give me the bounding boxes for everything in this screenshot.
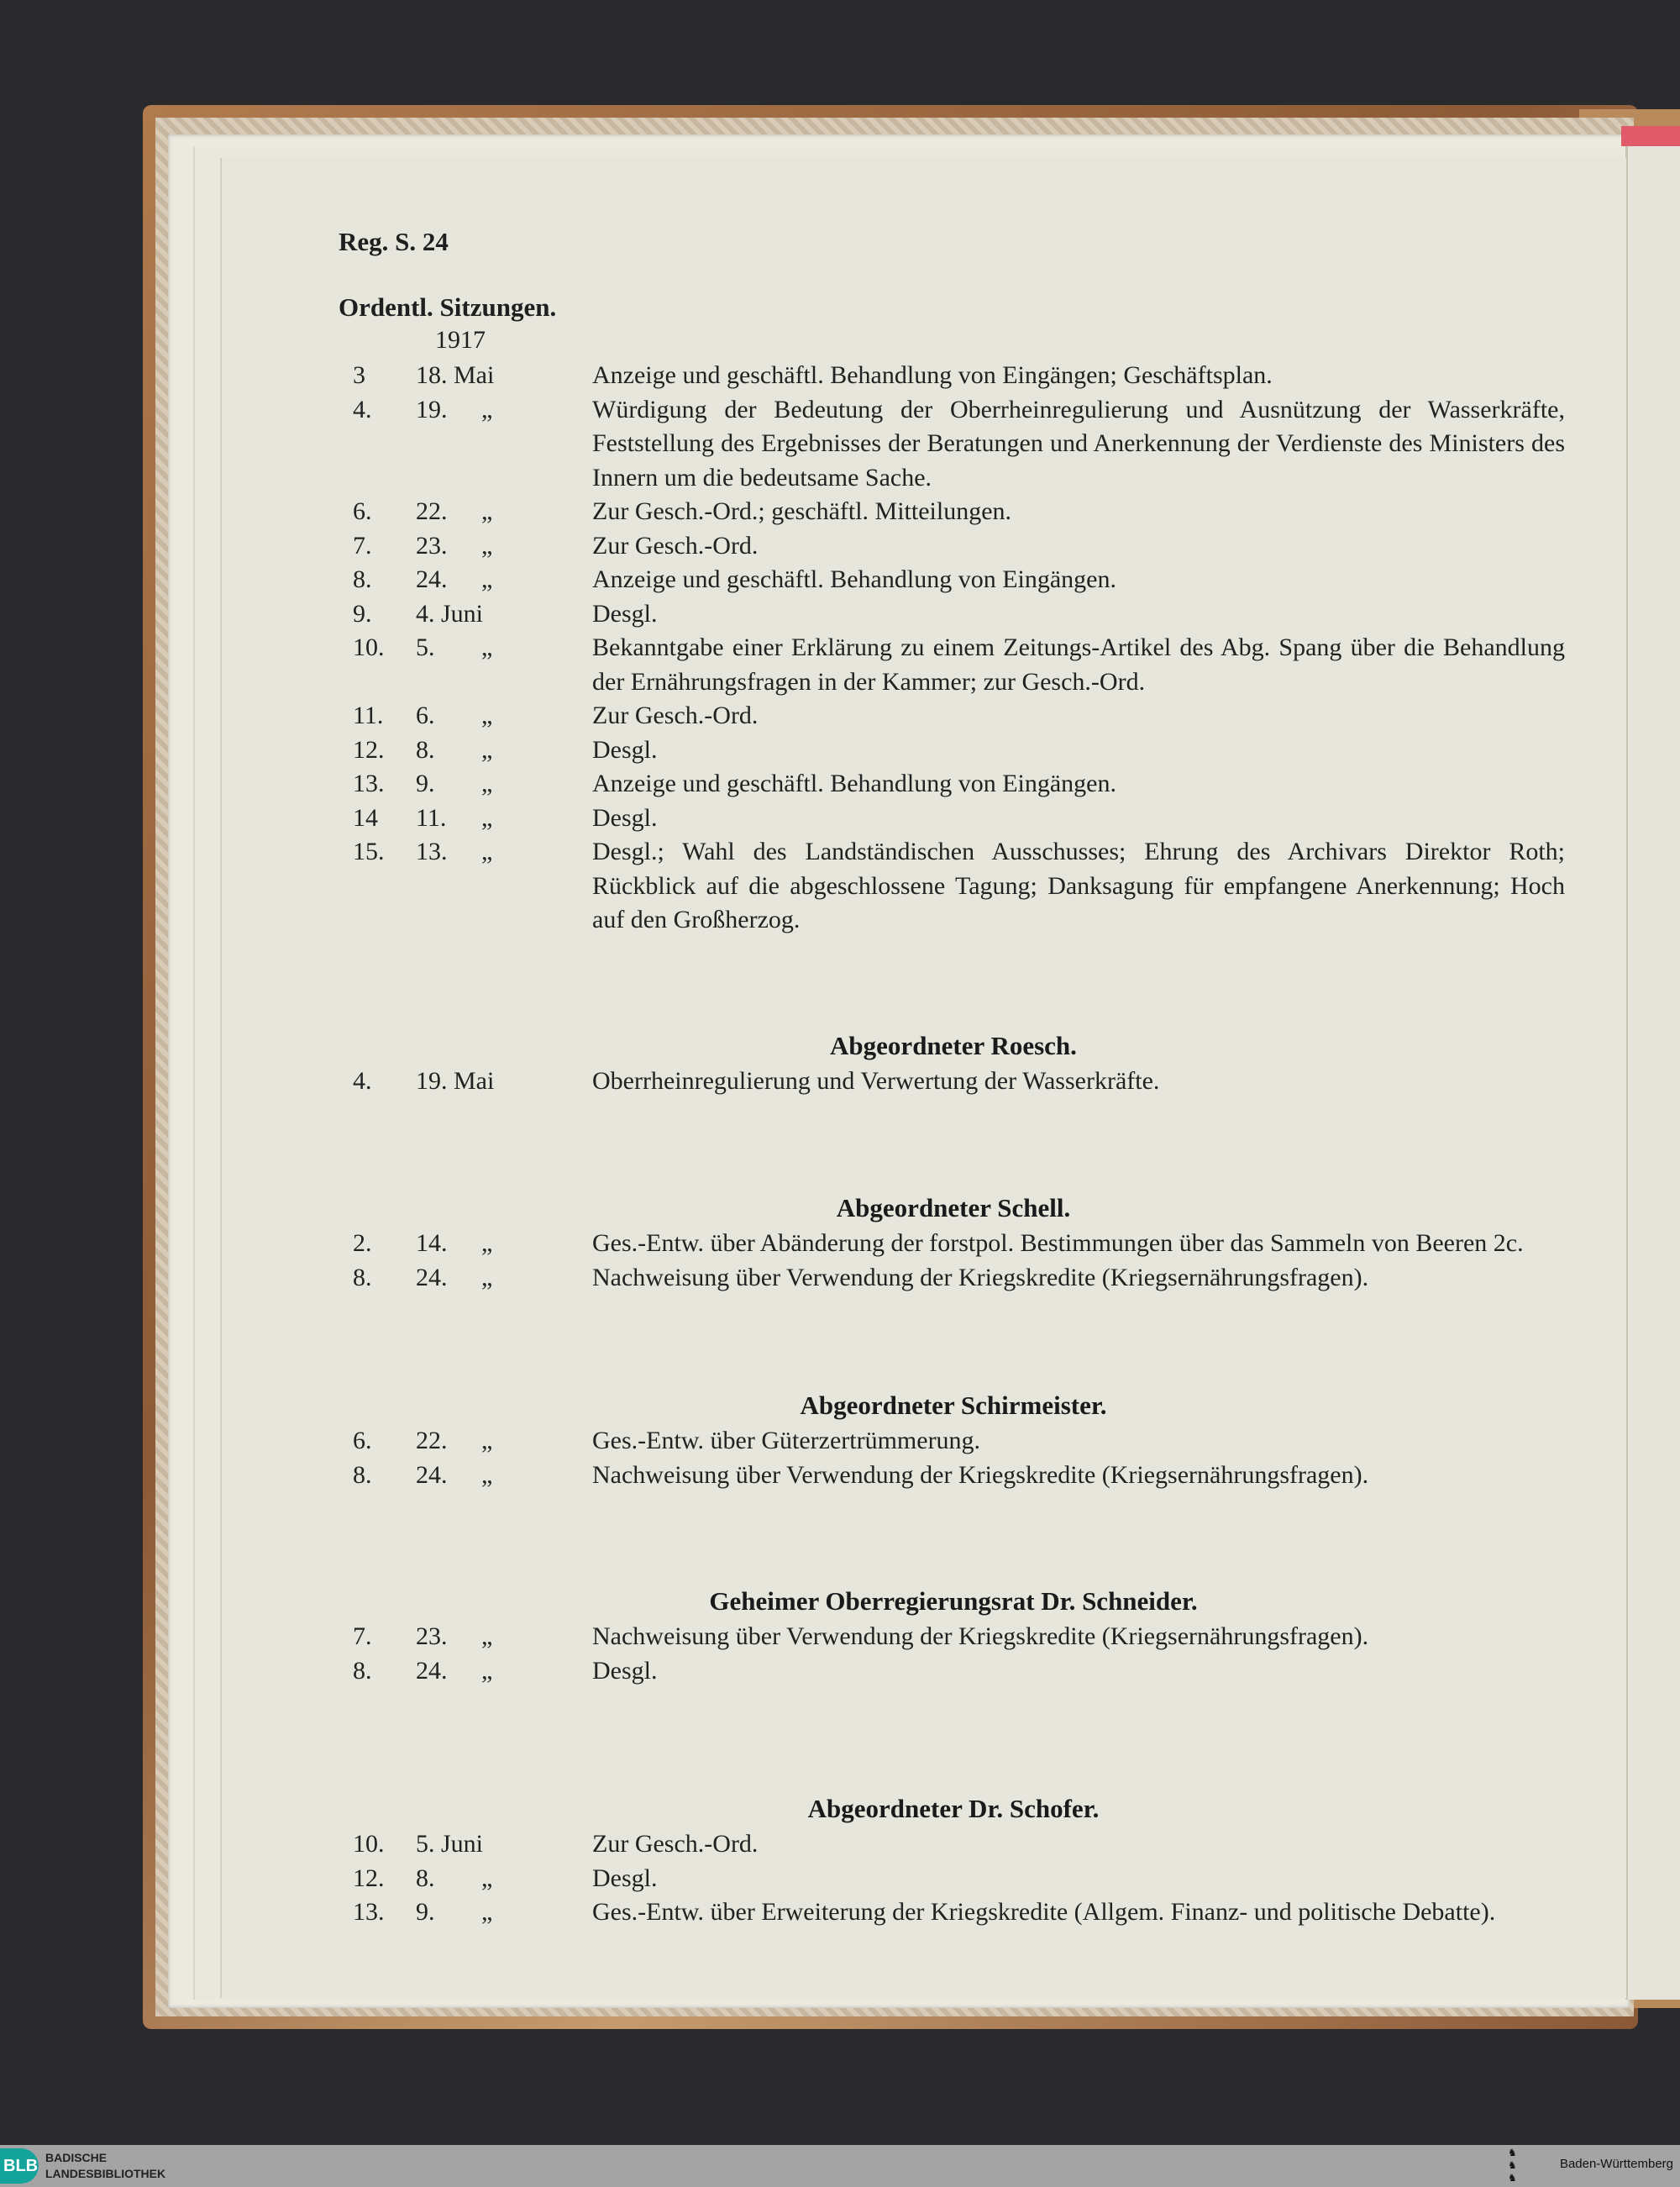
entry-ditto: „ (481, 1263, 493, 1291)
entry-ditto: „ (481, 770, 493, 797)
entry-text: Desgl.; Wahl des Landständischen Ausschusses; Ehrung des Archivars Direktor Roth; Rückblick auf die abgeschlossene Tagung; Danksagung für empfangene Anerkennung; Hoch auf den Großherzog. (592, 838, 1565, 933)
entry-text: Anzeige und geschäftl. Behandlung von Eingängen; Geschäftsplan. (592, 361, 1273, 389)
table-row (340, 529, 1567, 564)
section-heading: Abgeordneter Roesch. (830, 1031, 1077, 1060)
entry-date: 23. (416, 1622, 448, 1650)
table-row (340, 699, 1567, 733)
library-name[interactable] (45, 2150, 165, 2182)
table-row (340, 1620, 1567, 1654)
entry-date: 6. (416, 702, 435, 729)
entry-num: 6. (353, 1427, 372, 1454)
table-row (340, 1065, 1567, 1099)
section-heading: Abgeordneter Dr. Schofer. (807, 1794, 1100, 1823)
entry-ditto: „ (481, 1898, 493, 1926)
table-row (340, 1227, 1567, 1261)
entry-date: 19. (416, 395, 448, 423)
entry-ditto: „ (481, 395, 493, 423)
entry-date: 24. (416, 1263, 448, 1291)
entries-section (340, 1389, 1567, 1492)
state-name[interactable]: Baden-Württemberg (1559, 2157, 1673, 2171)
entry-text: Oberrheinregulierung und Verwertung der Wasserkräfte. (592, 1067, 1160, 1095)
entry-num: 11. (353, 702, 384, 729)
entries-section (340, 359, 1567, 938)
entry-date: 18. Mai (416, 361, 495, 389)
entry-text: Zur Gesch.-Ord. (592, 702, 759, 729)
table-row (340, 563, 1567, 597)
entry-text: Nachweisung über Verwendung der Kriegskredite (Kriegsernährungsfragen). (592, 1622, 1369, 1650)
state-lions-icon: ♞ ♞ ♞ (1508, 2147, 1517, 2184)
entry-date: 19. Mai (416, 1067, 495, 1095)
entry-text: Nachweisung über Verwendung der Kriegskredite (Kriegsernährungsfragen). (592, 1263, 1369, 1291)
section-heading: Geheimer Oberregierungsrat Dr. Schneider. (709, 1586, 1198, 1616)
entry-date: 4. Juni (416, 599, 484, 628)
entry-num: 13. (353, 770, 385, 797)
entry-text: Zur Gesch.-Ord. (592, 531, 759, 560)
entry-num: 8. (353, 1656, 372, 1685)
entry-date: 11. (416, 803, 447, 832)
table-row (340, 393, 1567, 496)
entry-text: Nachweisung über Verwendung der Kriegskredite (Kriegsernährungsfragen). (592, 1460, 1369, 1489)
entry-ditto: „ (481, 1864, 493, 1892)
entry-num: 10. (353, 1830, 385, 1858)
blb-logo[interactable]: BLB (0, 2148, 39, 2184)
table-row (340, 359, 1567, 393)
section-heading: Abgeordneter Schirmeister. (800, 1391, 1107, 1420)
library-name-line1: BADISCHE (45, 2151, 108, 2164)
entry-num: 4. (353, 395, 372, 423)
entry-text: Desgl. (592, 803, 658, 832)
viewer-footer (0, 2145, 1680, 2187)
entry-ditto: „ (481, 565, 493, 593)
table-row (340, 495, 1567, 529)
entry-ditto: „ (481, 1460, 493, 1489)
table-row (340, 835, 1567, 938)
entry-ditto: „ (481, 735, 493, 764)
entry-text: Desgl. (592, 1656, 658, 1685)
table-row (340, 1827, 1567, 1862)
entry-num: 9. (353, 599, 372, 628)
entry-ditto: „ (481, 531, 493, 560)
table-row (340, 1862, 1567, 1896)
table-row (340, 631, 1567, 699)
entry-ditto: „ (481, 1656, 493, 1685)
entry-text: Anzeige und geschäftl. Behandlung von Eingängen. (592, 565, 1116, 593)
entry-date: 24. (416, 1656, 448, 1685)
entry-text: Anzeige und geschäftl. Behandlung von Eingängen. (592, 770, 1116, 797)
entry-num: 3 (353, 361, 365, 389)
table-row (340, 733, 1567, 768)
entry-date: 5. Juni (416, 1830, 484, 1858)
entry-text: Würdigung der Bedeutung der Oberrheinregulierung und Ausnützung der Wasserkräfte, Feststellung des Ergebnisses der Beratungen und Anerkennung der Verdienste des Ministers des Innern um die bedeutsame Sache. (592, 395, 1565, 492)
entry-text: Zur Gesch.-Ord.; geschäftl. Mitteilungen. (592, 497, 1012, 525)
table-row (340, 1261, 1567, 1296)
entry-num: 14 (353, 803, 378, 832)
entry-ditto: „ (481, 633, 493, 661)
entry-num: 15. (353, 838, 385, 865)
entry-num: 8. (353, 1460, 372, 1489)
entry-num: 7. (353, 531, 372, 560)
year-label: 1917 (435, 326, 486, 354)
entry-text: Zur Gesch.-Ord. (592, 1830, 759, 1858)
entry-ditto: „ (481, 1622, 493, 1650)
entry-date: 9. (416, 770, 435, 797)
entry-text: Desgl. (592, 1864, 658, 1892)
entry-date: 9. (416, 1898, 435, 1926)
table-row (340, 802, 1567, 836)
entry-text: Desgl. (592, 735, 658, 764)
entry-date: 13. (416, 838, 448, 865)
entry-text: Ges.-Entw. über Abänderung der forstpol. Bestimmungen über das Sammeln von Beeren 2c. (592, 1229, 1524, 1257)
entry-text: Ges.-Entw. über Güterzertrümmerung. (592, 1427, 981, 1454)
entries-section (340, 1029, 1567, 1099)
entry-date: 8. (416, 1864, 435, 1892)
entry-text: Ges.-Entw. über Erweiterung der Kriegskredite (Allgem. Finanz- und politische Debatte). (592, 1898, 1496, 1926)
table-row (340, 1424, 1567, 1459)
entry-num: 4. (353, 1067, 372, 1095)
entry-ditto: „ (481, 1229, 493, 1257)
table-row (340, 1654, 1567, 1689)
entry-num: 7. (353, 1622, 372, 1650)
entry-num: 8. (353, 565, 372, 593)
page-reference: Reg. S. 24 (339, 227, 449, 256)
library-name-line2: LANDESBIBLIOTHEK (45, 2167, 166, 2180)
section-heading: Abgeordneter Schell. (836, 1193, 1071, 1222)
entry-ditto: „ (481, 803, 493, 832)
entry-num: 12. (353, 1864, 385, 1892)
entry-num: 6. (353, 497, 372, 525)
entry-ditto: „ (481, 1427, 493, 1454)
entry-date: 24. (416, 565, 448, 593)
table-row (340, 1459, 1567, 1493)
entry-date: 22. (416, 497, 448, 525)
facing-page (1625, 134, 1680, 2000)
entry-date: 5. (416, 633, 435, 661)
entry-text: Desgl. (592, 599, 658, 628)
table-row (340, 1895, 1567, 1930)
table-row (340, 767, 1567, 802)
entry-num: 12. (353, 735, 385, 764)
entry-text: Bekanntgabe einer Erklärung zu einem Zeitungs-Artikel des Abg. Spang über die Behandlung der Ernährungsfragen in der Kammer; zur Gesch.-Ord. (592, 633, 1565, 696)
table-row (340, 597, 1567, 632)
entry-date: 14. (416, 1229, 448, 1257)
entry-num: 10. (353, 633, 385, 661)
entry-num: 8. (353, 1263, 372, 1291)
entry-ditto: „ (481, 838, 493, 865)
section-title: Ordentl. Sitzungen. (339, 292, 557, 322)
entry-date: 8. (416, 735, 435, 764)
entry-ditto: „ (481, 497, 493, 525)
entries-section (340, 1792, 1567, 1930)
entry-num: 2. (353, 1229, 372, 1257)
entries-section (340, 1585, 1567, 1688)
entry-ditto: „ (481, 702, 493, 729)
entry-date: 24. (416, 1460, 448, 1489)
entry-date: 22. (416, 1427, 448, 1454)
entry-date: 23. (416, 531, 448, 560)
bookmark-ribbon (1621, 126, 1680, 146)
entries-section (340, 1191, 1567, 1295)
entry-num: 13. (353, 1898, 385, 1926)
